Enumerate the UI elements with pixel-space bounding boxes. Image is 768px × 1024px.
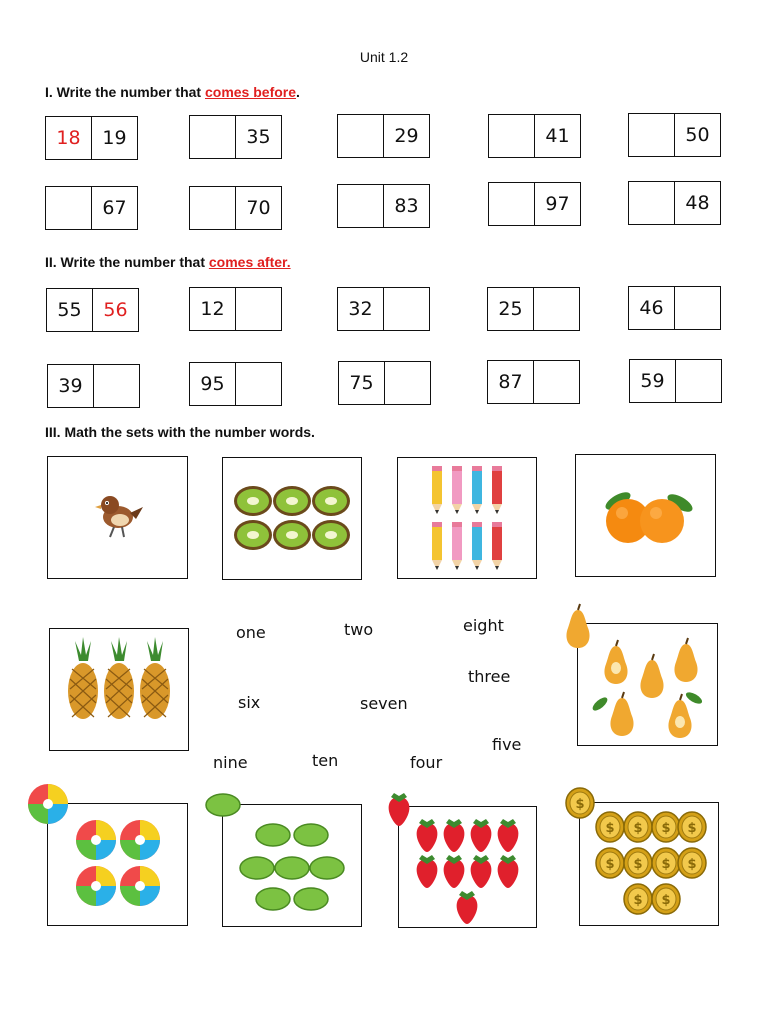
answer-box[interactable] xyxy=(534,287,580,331)
section-1-heading-suffix: . xyxy=(296,84,300,100)
before-pair xyxy=(337,184,430,228)
given-number: 41 xyxy=(535,114,581,158)
before-pair xyxy=(189,186,282,230)
given-number: 95 xyxy=(189,362,236,406)
coin-set-card[interactable] xyxy=(575,797,719,926)
pencil-icon xyxy=(398,458,536,578)
answer-box[interactable] xyxy=(236,362,282,406)
pear-set-card[interactable] xyxy=(577,623,718,746)
strawberry-set-card[interactable] xyxy=(398,806,537,928)
answer-box[interactable] xyxy=(488,182,535,226)
number-word[interactable]: ten xyxy=(312,751,339,770)
answer-box[interactable] xyxy=(534,360,580,404)
number-word[interactable]: six xyxy=(238,693,261,712)
given-number: 55 xyxy=(46,288,93,332)
before-pair xyxy=(189,115,282,159)
answer-box[interactable] xyxy=(488,114,535,158)
answer-box[interactable] xyxy=(337,184,384,228)
pineapple-set-card[interactable] xyxy=(49,628,189,751)
answer-box[interactable] xyxy=(628,113,675,157)
number-word[interactable]: one xyxy=(236,623,266,642)
after-pair xyxy=(46,288,139,332)
given-number: 75 xyxy=(338,361,385,405)
answer-box[interactable] xyxy=(675,286,721,330)
pear-icon xyxy=(578,624,717,745)
answer-box[interactable] xyxy=(628,181,675,225)
bird-icon xyxy=(48,457,187,578)
given-number: 35 xyxy=(236,115,282,159)
number-word[interactable]: four xyxy=(410,753,443,772)
given-number: 48 xyxy=(675,181,721,225)
number-word[interactable]: seven xyxy=(360,694,408,713)
after-pair xyxy=(189,362,282,406)
number-word[interactable]: five xyxy=(492,735,522,754)
kiwi-set-card[interactable] xyxy=(222,457,362,580)
answer-box[interactable] xyxy=(236,287,282,331)
given-number: 87 xyxy=(487,360,534,404)
given-number: 19 xyxy=(92,116,138,160)
section-2-highlight: comes after. xyxy=(208,254,291,270)
given-number: 67 xyxy=(92,186,138,230)
number-word[interactable]: eight xyxy=(463,616,504,635)
answer-box[interactable] xyxy=(337,114,384,158)
pineapple-icon xyxy=(50,629,188,750)
answer-box[interactable] xyxy=(676,359,722,403)
after-pair xyxy=(487,287,580,331)
beach-ball-icon xyxy=(48,804,187,925)
before-pair xyxy=(45,186,138,230)
orange-set-card[interactable] xyxy=(575,454,716,577)
answer-box[interactable] xyxy=(189,186,236,230)
section-2-heading-text: II. Write the number that xyxy=(45,254,209,270)
given-number: 70 xyxy=(236,186,282,230)
pencil-set-card[interactable] xyxy=(397,457,537,579)
after-pair xyxy=(47,364,140,408)
section-1-highlight: comes before xyxy=(204,84,297,100)
answer-box[interactable] xyxy=(94,364,140,408)
number-word[interactable]: three xyxy=(468,667,511,686)
given-number: 46 xyxy=(628,286,675,330)
after-pair xyxy=(189,287,282,331)
section-1-heading xyxy=(45,84,300,100)
gold-coin-icon xyxy=(575,797,718,925)
lime-set-card[interactable] xyxy=(222,804,362,927)
before-pair xyxy=(488,182,581,226)
section-2-heading xyxy=(45,254,291,270)
given-number: 32 xyxy=(337,287,384,331)
given-number: 25 xyxy=(487,287,534,331)
answer-box[interactable]: 18 xyxy=(45,116,92,160)
given-number: 97 xyxy=(535,182,581,226)
answer-box[interactable] xyxy=(45,186,92,230)
answer-box[interactable] xyxy=(189,115,236,159)
after-pair xyxy=(487,360,580,404)
before-pair xyxy=(337,114,430,158)
orange-icon xyxy=(576,455,715,576)
before-pair xyxy=(628,181,721,225)
ball-set-card[interactable] xyxy=(47,803,188,926)
before-pair xyxy=(628,113,721,157)
section-1-heading-text: I. Write the number that xyxy=(45,84,205,100)
given-number: 39 xyxy=(47,364,94,408)
bird-set-card[interactable] xyxy=(47,456,188,579)
strawberry-icon xyxy=(399,807,536,927)
given-number: 12 xyxy=(189,287,236,331)
number-word[interactable]: two xyxy=(344,620,374,639)
before-pair xyxy=(45,116,138,160)
given-number: 59 xyxy=(629,359,676,403)
given-number: 50 xyxy=(675,113,721,157)
kiwi-icon xyxy=(223,458,361,579)
lime-icon xyxy=(223,805,361,926)
given-number: 29 xyxy=(384,114,430,158)
svg-text:$: $ xyxy=(575,797,585,812)
answer-box[interactable]: 56 xyxy=(93,288,139,332)
given-number: 83 xyxy=(384,184,430,228)
section-3-heading: III. Math the sets with the number words. xyxy=(45,424,315,440)
after-pair xyxy=(337,287,430,331)
after-pair xyxy=(629,359,722,403)
number-word[interactable]: nine xyxy=(213,753,248,772)
answer-box[interactable] xyxy=(384,287,430,331)
page-title: Unit 1.2 xyxy=(359,49,409,65)
after-pair xyxy=(338,361,431,405)
after-pair xyxy=(628,286,721,330)
before-pair xyxy=(488,114,581,158)
answer-box[interactable] xyxy=(385,361,431,405)
